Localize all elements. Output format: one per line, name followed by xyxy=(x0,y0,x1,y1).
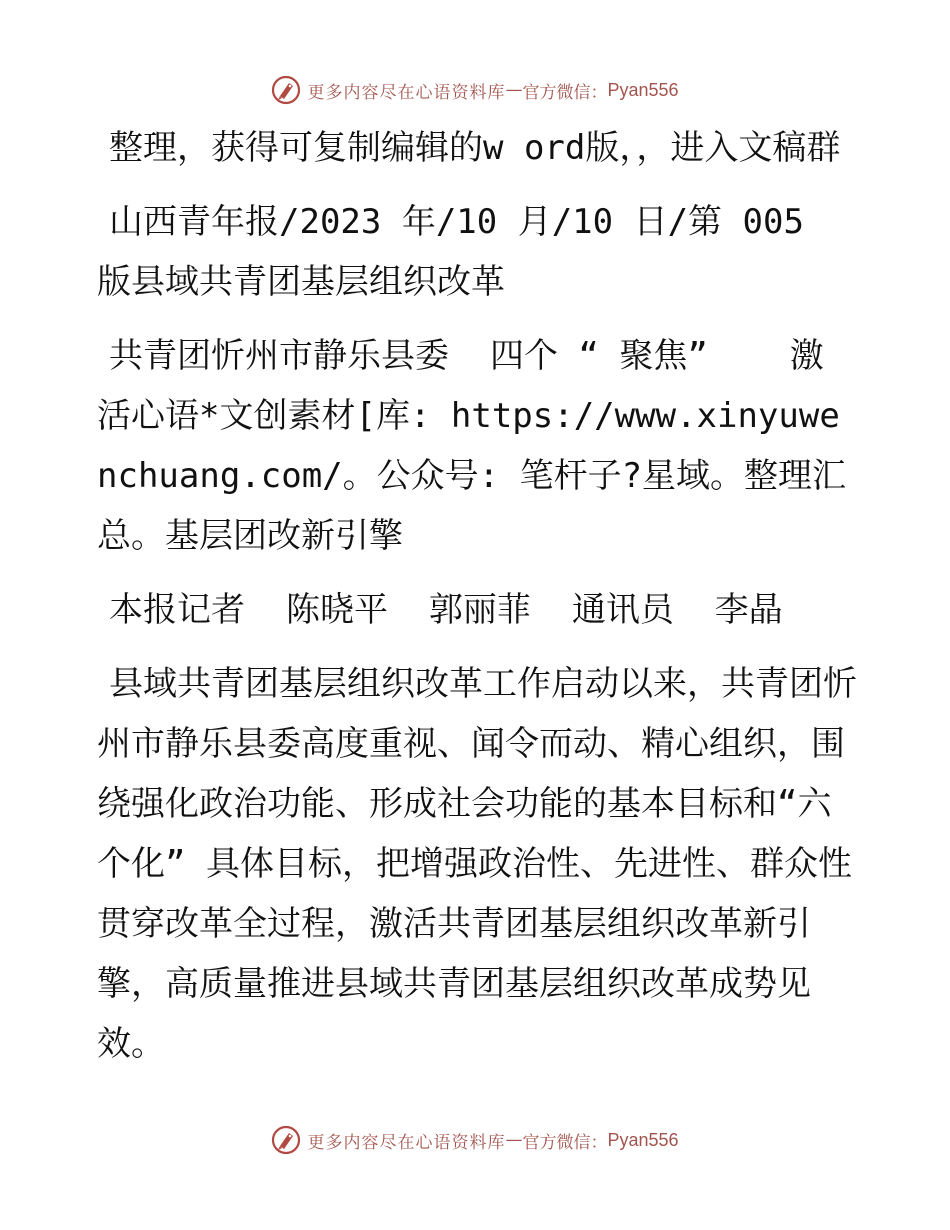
paragraph-intro: 整理，获得可复制编辑的w ord版，，进入文稿群 xyxy=(109,128,841,168)
banner-wechat-label: 官方微信： xyxy=(522,1132,608,1153)
paragraph-body: 县域共青团基层组织改革工作启动以来，共青团忻州市静乐县委高度重视、闻令而动、精心组织，围绕强化政治功能、形成社会功能的基本目标和“六个化” 具体目标，把增强政治性、先进性、群众性贯穿改革全过程，激活共青团基层组织改革新引擎，高质量推进县域共青团基层组织改革成势见效。 xyxy=(97,664,857,1064)
paragraph-headline: 共青团忻州市静乐县委 四个 “ 聚焦” 激活心语*文创素材[库: https://www.xinyuwenchuang.com/。公众号: 笔杆子?星域。整理汇总。基层团改新引擎 xyxy=(97,336,847,556)
footer-banner xyxy=(0,1120,950,1160)
header-banner xyxy=(0,70,950,110)
pen-nib-logo-icon xyxy=(271,75,301,105)
paragraph-byline: 本报记者 陈晓平 郭丽菲 通讯员 李晶 xyxy=(109,590,783,630)
banner-wechat-id: Pyan556 xyxy=(607,79,679,100)
pen-nib-logo-icon xyxy=(271,1125,301,1155)
document-body xyxy=(97,118,857,1088)
banner-dash: — xyxy=(505,1130,523,1150)
banner-text: 更多内容尽在心语资料库 xyxy=(307,82,506,103)
banner-dash: — xyxy=(505,80,523,100)
banner-wechat-id: Pyan556 xyxy=(607,1129,679,1150)
paragraph-source: 山西青年报/2023 年/10 月/10 日/第 005 版县域共青团基层组织改革 xyxy=(97,202,825,302)
banner-text: 更多内容尽在心语资料库 xyxy=(307,1132,506,1153)
banner-wechat-label: 官方微信： xyxy=(522,82,608,103)
